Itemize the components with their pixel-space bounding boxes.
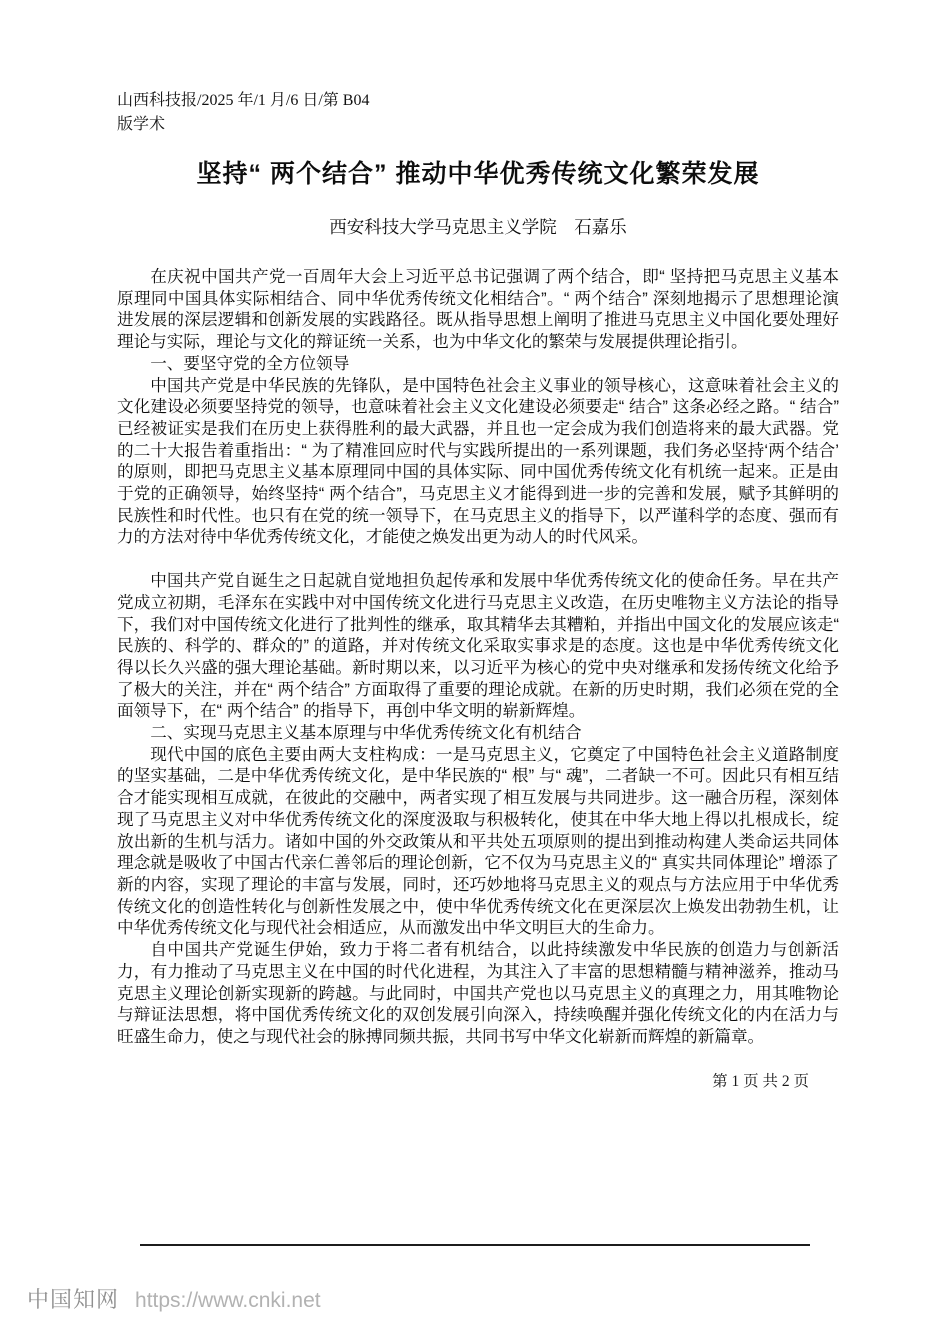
masthead-source-line: 山西科技报/2025 年/1 月/6 日/第 B04 bbox=[117, 92, 370, 109]
cnki-url-link[interactable]: https://www.cnki.net bbox=[135, 1289, 321, 1312]
cnki-watermark-footer bbox=[27, 1286, 321, 1315]
paragraph-section1: 中国共产党是中华民族的先锋队，是中国特色社会主义事业的领导核心，这意味着社会主义的文化建设必须要坚持党的领导，也意味着社会主义文化建设必须要走“ 结合” 这条必经之路。“ 结合” 已经被证实是我们在历史上获得胜利的最大武器，并且也一定会成为我们创造将来的最大武器。党的二十大报告着重指出：“ 为了精准回应时代与实践所提出的一系列课题，我们务必坚持‘两个结合’ 的原则，即把马克思主义基本原理同中国的具体实际、同中国优秀传统文化有机统一起来。正是由于党的正确领导，始终坚持“ 两个结合”，马克思主义才能得到进一步的完善和发展，赋予其鲜明的民族性和时代性。也只有在党的统一领导下，在马克思主义的指导下，以严谨科学的态度、强而有力的方法对待中华优秀传统文化，才能使之焕发出更为动人的时代风采。 bbox=[117, 375, 839, 547]
article-body bbox=[117, 266, 839, 1048]
page-indicator: 第 1 页 共 2 页 bbox=[712, 1072, 809, 1090]
masthead bbox=[117, 0, 839, 137]
paragraph-gap bbox=[117, 548, 839, 570]
footer-divider bbox=[140, 1244, 810, 1246]
paragraph-section2: 现代中国的底色主要由两大支柱构成：一是马克思主义，它奠定了中国特色社会主义道路制度的坚实基础，二是中华优秀传统文化，是中华民族的“ 根” 与“ 魂”，二者缺一不可。因此只有相互结合才能实现相互成就，在彼此的交融中，两者实现了相互发展与共同进步。这一融合历程，深刻体现了马克思主义对中华优秀传统文化的深度汲取与积极转化，使其在中华大地上得以扎根成长，绽放出新的生机与活力。诸如中国的外交政策从和平共处五项原则的提出到推动构建人类命运共同体理念就是吸收了中国古代亲仁善邻后的理论创新，它不仅为马克思主义的“ 真实共同体理论” 增添了新的内容，实现了理论的丰富与发展，同时，还巧妙地将马克思主义的观点与方法应用于中华优秀传统文化的创造性转化与创新性发展之中，使中华优秀传统文化在更深层次上焕发出勃勃生机，让中华优秀传统文化与现代社会相适应，从而激发出中华文明巨大的生命力。 bbox=[117, 744, 839, 938]
section-heading-2: 二、实现马克思主义基本原理与中华优秀传统文化有机结合 bbox=[150, 723, 582, 743]
masthead-section-line: 版学术 bbox=[117, 116, 166, 133]
cnki-brand-text: 中国知网 bbox=[27, 1287, 120, 1312]
section-heading-1: 一、要坚守党的全方位领导 bbox=[150, 353, 350, 373]
paragraph-closing: 自中国共产党诞生伊始，致力于将二者有机结合，以此持续激发中华民族的创造力与创新活力，有力推动了马克思主义在中国的时代化进程，为其注入了丰富的思想精髓与精神滋养，推动马克思主义理论创新实现新的跨越。与此同时，中国共产党也以马克思主义的真理之力，用其唯物论与辩证法思想，将中国优秀传统文化的双创发展引向深入，持续唤醒并强化传统文化的内在活力与旺盛生命力，使之与现代社会的脉搏同频共振，共同书写中华文化崭新而辉煌的新篇章。 bbox=[117, 940, 839, 1046]
document-content bbox=[117, 0, 839, 1092]
paragraph-section1b: 中国共产党自诞生之日起就自觉地担负起传承和发展中华优秀传统文化的使命任务。早在共产党成立初期，毛泽东在实践中对中国传统文化进行马克思主义改造，在历史唯物主义方法论的指导下，我们对中国传统文化进行了批判性的继承，取其精华去其糟粕，并指出中国文化的发展应该走“ 民族的、科学的、群众的” 的道路，并对传统文化采取实事求是的态度。这也是中华优秀传统文化得以长久兴盛的强大理论基础。新时期以来，以习近平为核心的党中央对继承和发扬传统文化给予了极大的关注，并在“ 两个结合” 方面取得了重要的理论成就。在新的历史时期，我们必须在党的全面领导下，在“ 两个结合” 的指导下，再创中华文明的崭新辉煌。 bbox=[117, 571, 839, 721]
article-title: 坚持“ 两个结合” 推动中华优秀传统文化繁荣发展 bbox=[196, 160, 760, 188]
article-author: 西安科技大学马克思主义学院 石嘉乐 bbox=[329, 217, 627, 237]
paragraph-intro: 在庆祝中国共产党一百周年大会上习近平总书记强调了两个结合，即“ 坚持把马克思主义基本原理同中国具体实际相结合、同中华优秀传统文化相结合”。“ 两个结合” 深刻地揭示了思想理论演进发展的深层逻辑和创新发展的实践路径。既从指导思想上阐明了推进马克思主义中国化要处理好理论与实际，理论与文化的辩证统一关系，也为中华文化的繁荣与发展提供理论指引。 bbox=[117, 267, 839, 352]
